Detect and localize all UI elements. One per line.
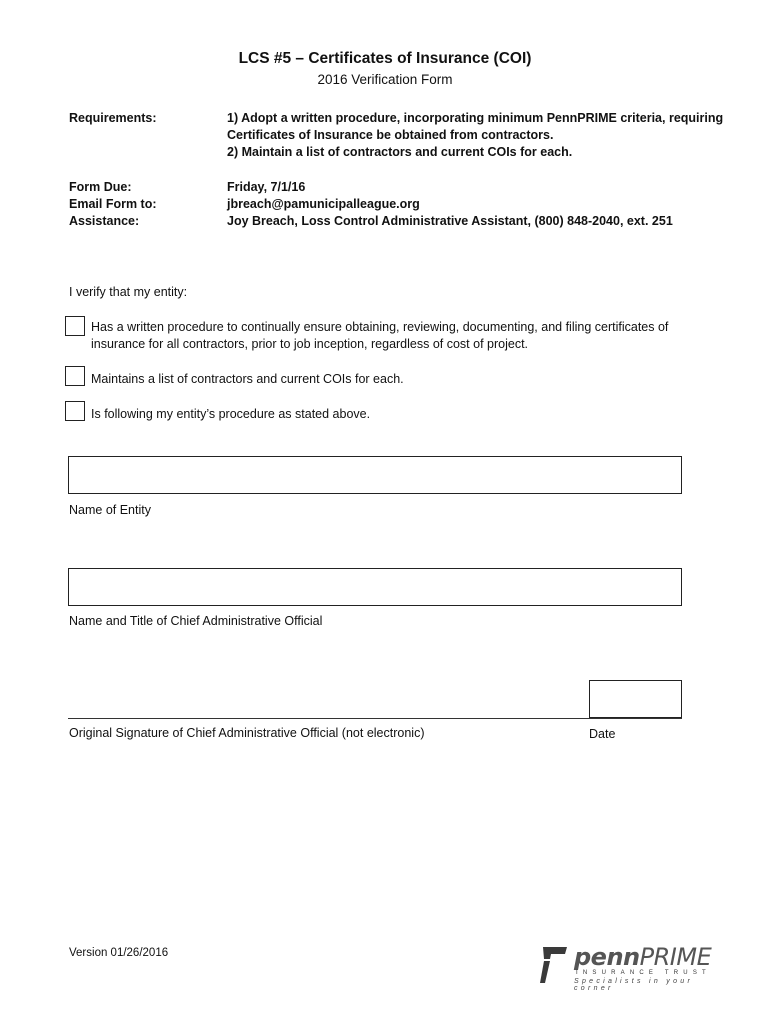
signature-label: Original Signature of Chief Administrative Official (not electronic) — [69, 726, 425, 740]
date-label: Date — [589, 727, 616, 741]
checkbox-contractor-list[interactable] — [65, 366, 85, 386]
official-name-input[interactable] — [68, 568, 682, 606]
pennprime-logo — [540, 943, 730, 992]
version-text: Version 01/26/2016 — [69, 947, 169, 959]
logo-tagline: INSURANCE TRUST — [576, 970, 711, 976]
requirement-1-line2: Certificates of Insurance be obtained from contractors. — [227, 128, 554, 142]
verify-intro: I verify that my entity: — [69, 285, 188, 299]
logo-wordmark — [574, 943, 711, 971]
form-title: LCS #5 – Certificates of Insurance (COI) — [238, 50, 532, 67]
requirements-label: Requirements: — [69, 111, 157, 125]
checkbox-following-procedure[interactable] — [65, 401, 85, 421]
requirement-2: 2) Maintain a list of contractors and current COIs for each. — [227, 145, 573, 159]
email-value: jbreach@pamunicipalleague.org — [227, 197, 420, 211]
form-subtitle: 2016 Verification Form — [317, 72, 453, 87]
verify-item-3: Is following my entity’s procedure as stated above. — [91, 407, 371, 421]
verify-item-2: Maintains a list of contractors and current COIs for each. — [91, 372, 404, 386]
requirement-1-line1: 1) Adopt a written procedure, incorporating minimum PennPRIME criteria, requiring — [227, 111, 724, 125]
logo-slogan: Specialists in your corner — [574, 978, 694, 992]
date-input[interactable] — [589, 680, 682, 718]
entity-name-label: Name of Entity — [69, 503, 151, 517]
assistance-value: Joy Breach, Loss Control Administrative Assistant, (800) 848-2040, ext. 251 — [227, 214, 673, 228]
checkbox-written-procedure[interactable] — [65, 316, 85, 336]
logo-name-prime: PRIME — [639, 943, 712, 971]
pennprime-logo-mark-icon — [540, 945, 570, 985]
assistance-label: Assistance: — [69, 214, 140, 228]
email-label: Email Form to: — [69, 197, 157, 211]
form-due-value: Friday, 7/1/16 — [227, 180, 306, 194]
verify-item-1-line1: Has a written procedure to continually ensure obtaining, reviewing, documenting, and filing certificates of — [91, 320, 669, 334]
form-due-label: Form Due: — [69, 180, 132, 194]
logo-name-penn: penn — [574, 943, 640, 971]
entity-name-input[interactable] — [68, 456, 682, 494]
signature-line[interactable] — [68, 718, 682, 719]
official-name-label: Name and Title of Chief Administrative Official — [69, 614, 323, 628]
verify-item-1-line2: insurance for all contractors, prior to job inception, regardless of cost of project. — [91, 337, 529, 351]
